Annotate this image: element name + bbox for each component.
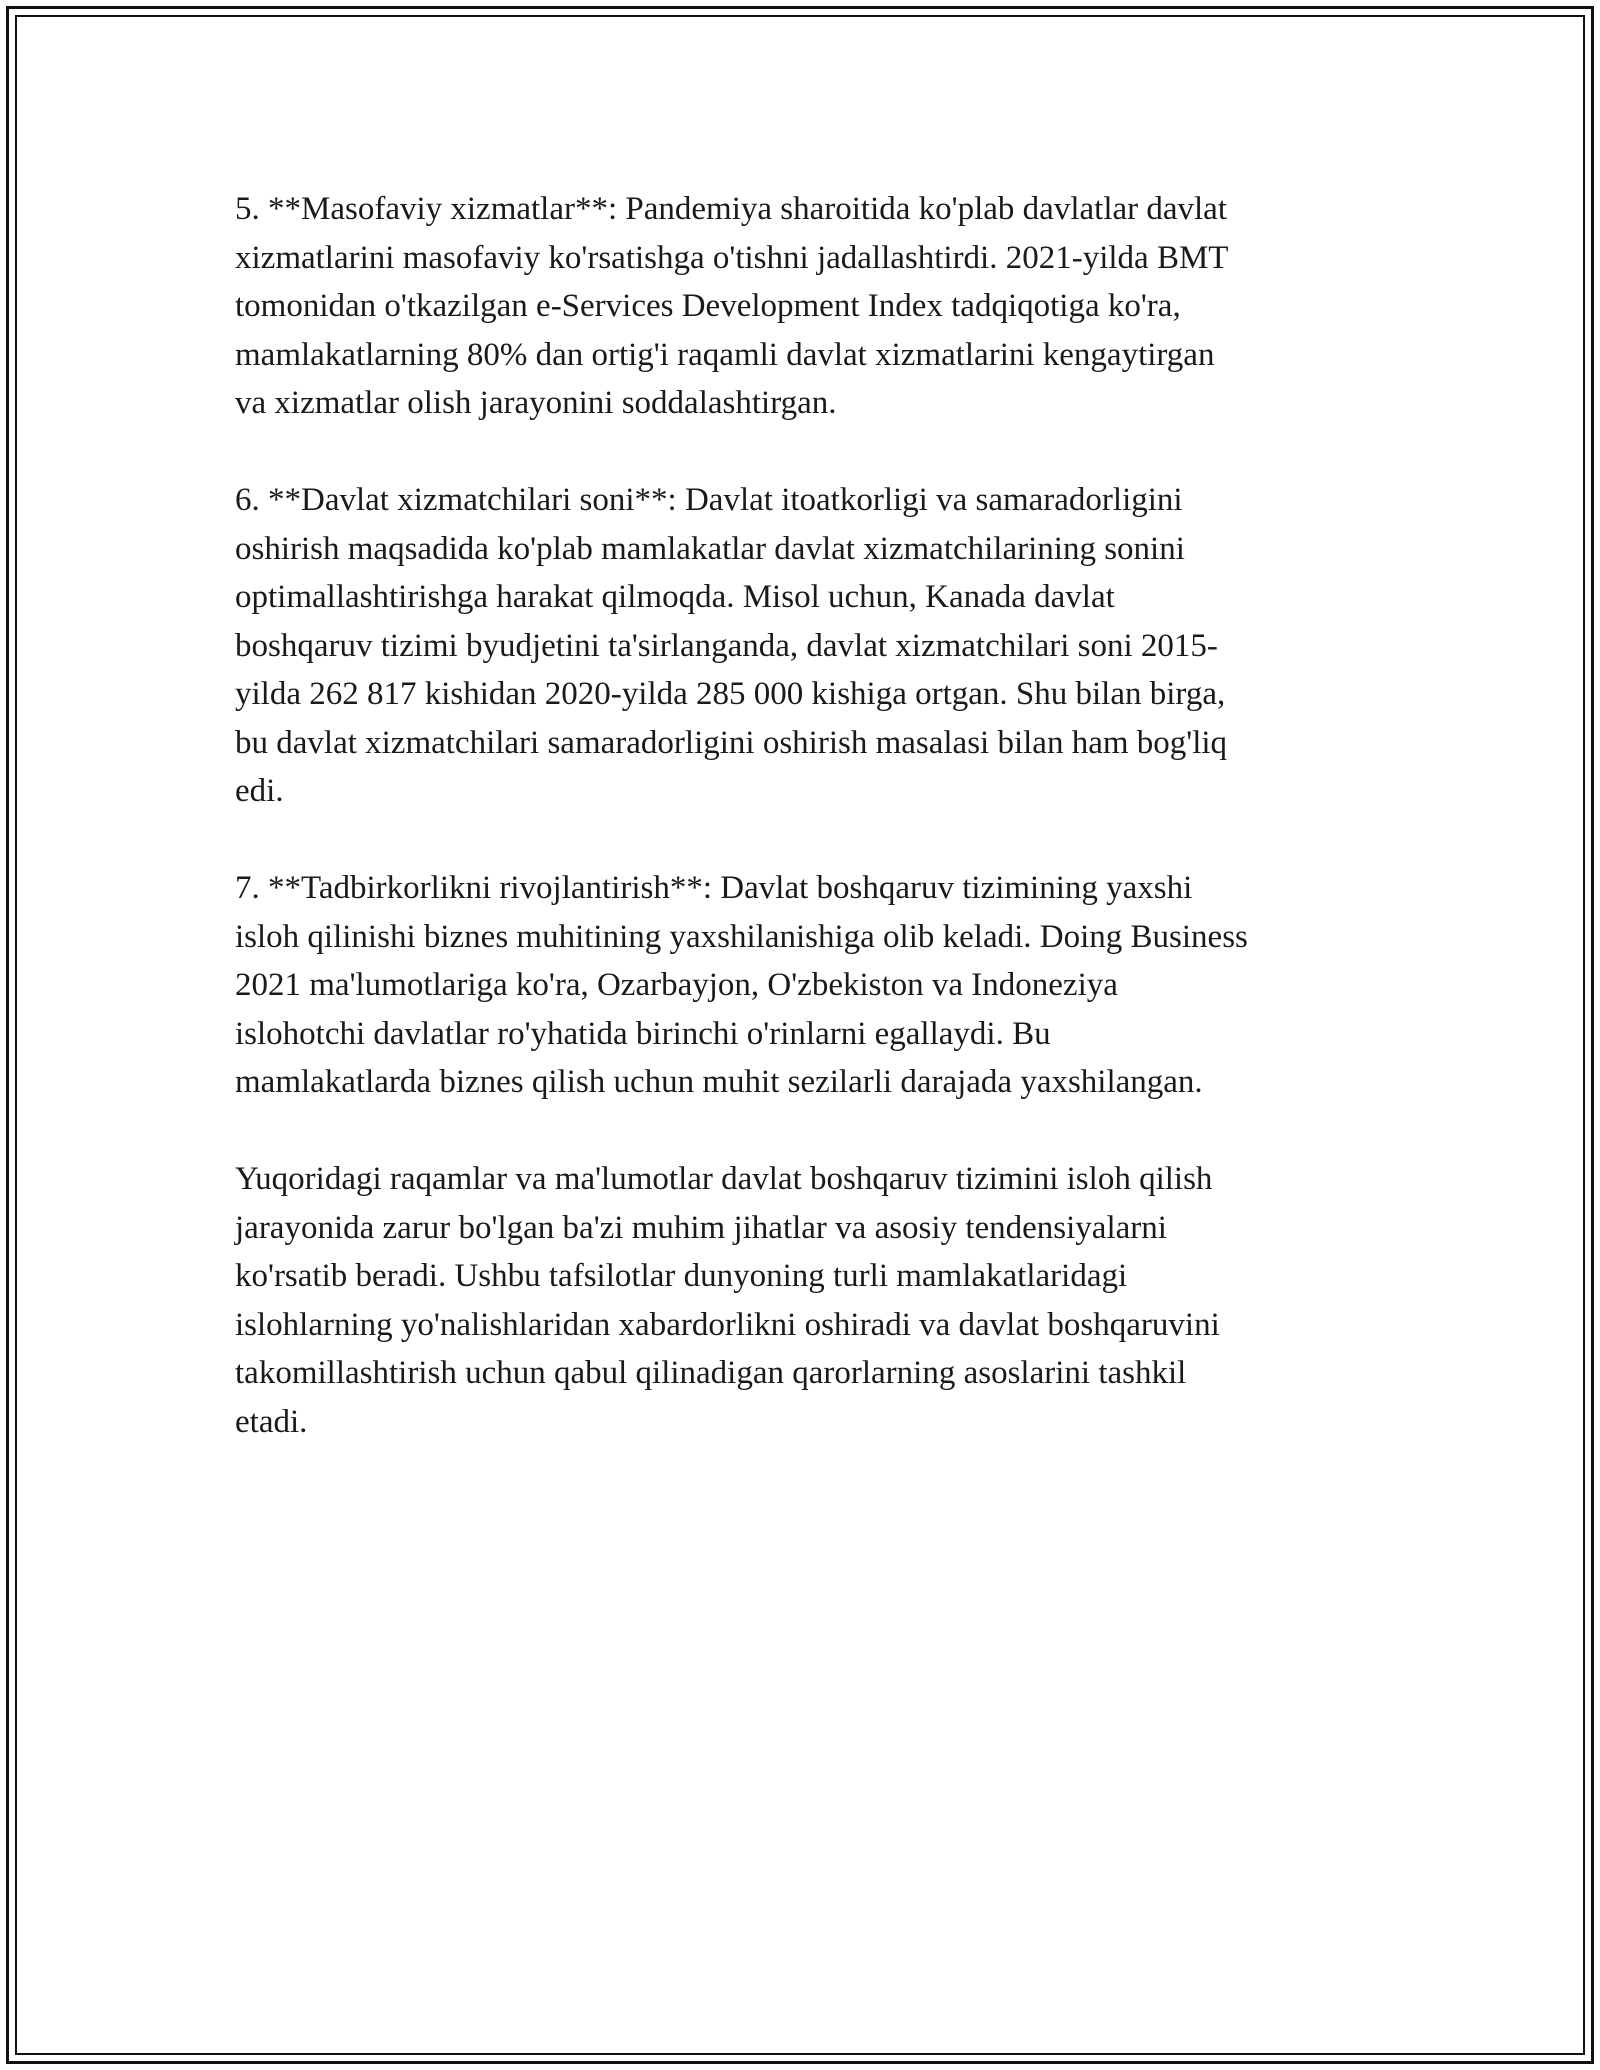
text-line: oshirish maqsadida ko'plab mamlakatlar davlat xizmatchilarining sonini xyxy=(235,530,1185,567)
text-line: islohotchi davlatlar ro'yhatida birinchi o'rinlarni egallaydi. Bu xyxy=(235,1015,1051,1052)
text-line: 5. **Masofaviy xizmatlar**: Pandemiya sharoitida ko'plab davlatlar davlat xyxy=(235,191,1227,227)
paragraph-remote-services xyxy=(235,185,1365,428)
text-line: yilda 262 817 kishidan 2020-yilda 285 000 kishiga ortgan. Shu bilan birga, xyxy=(235,676,1226,712)
text-line: xizmatlarini masofaviy ko'rsatishga o'tishni jadallashtirdi. 2021-yilda BMT xyxy=(235,239,1229,276)
text-line: 2021 ma'lumotlariga ko'ra, Ozarbayjon, O'zbekiston va Indoneziya xyxy=(235,967,1118,1003)
text-line: 7. **Tadbirkorlikni rivojlantirish**: Davlat boshqaruv tizimining yaxshi xyxy=(235,870,1193,906)
text-line: tomonidan o'tkazilgan e-Services Development Index tadqiqotiga ko'ra, xyxy=(235,288,1181,324)
text-line: ko'rsatib beradi. Ushbu tafsilotlar dunyoning turli mamlakatlaridagi xyxy=(235,1258,1128,1294)
text-line: jarayonida zarur bo'lgan ba'zi muhim jihatlar va asosiy tendensiyalarni xyxy=(235,1209,1167,1246)
text-line: takomillashtirish uchun qabul qilinadigan qarorlarning asoslarini tashkil xyxy=(235,1355,1187,1391)
text-line: bu davlat xizmatchilari samaradorligini oshirish masalasi bilan ham bog'liq xyxy=(235,724,1228,761)
text-line: islohlarning yo'nalishlaridan xabardorlikni oshiradi va davlat boshqaruvini xyxy=(235,1306,1220,1343)
paragraph-conclusion xyxy=(235,1155,1365,1446)
text-line: mamlakatlarda biznes qilish uchun muhit sezilarli darajada yaxshilangan. xyxy=(235,1064,1203,1100)
paragraph-entrepreneurship xyxy=(235,864,1365,1107)
text-line: 6. **Davlat xizmatchilari soni**: Davlat itoatkorligi va samaradorligini xyxy=(235,482,1183,518)
text-line: isloh qilinishi biznes muhitining yaxshilanishiga olib keladi. Doing Business xyxy=(235,918,1248,955)
text-line: etadi. xyxy=(235,1403,308,1440)
document-body xyxy=(235,185,1365,1446)
text-line: va xizmatlar olish jarayonini soddalashtirgan. xyxy=(235,385,837,421)
text-line: Yuqoridagi raqamlar va ma'lumotlar davlat boshqaruv tizimini isloh qilish xyxy=(235,1161,1213,1197)
text-line: boshqaruv tizimi byudjetini ta'sirlanganda, davlat xizmatchilari soni 2015- xyxy=(235,627,1218,664)
text-line: edi. xyxy=(235,773,284,809)
text-line: mamlakatlarning 80% dan ortig'i raqamli davlat xizmatlarini kengaytirgan xyxy=(235,336,1215,373)
text-line: optimallashtirishga harakat qilmoqda. Misol uchun, Kanada davlat xyxy=(235,579,1115,615)
paragraph-civil-servants xyxy=(235,476,1365,816)
